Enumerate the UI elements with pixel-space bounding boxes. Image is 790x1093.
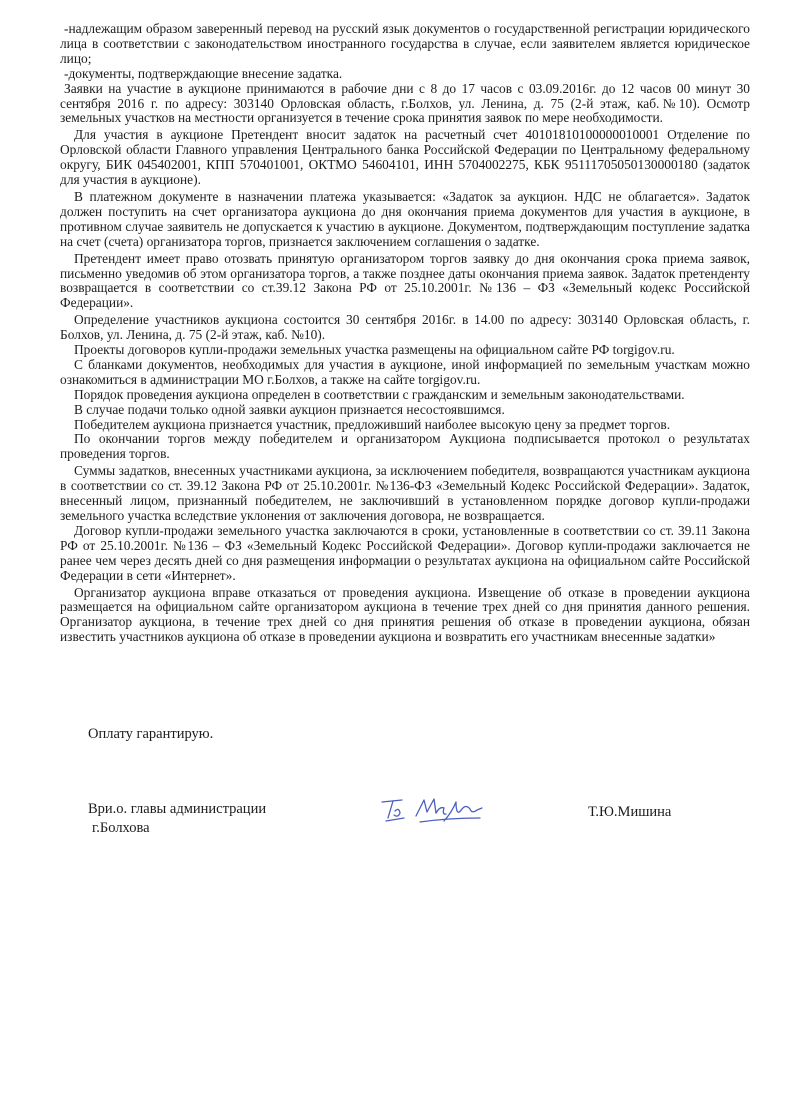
paragraph-application-withdrawal: Претендент имеет право отозвать принятую организатором торгов заявку до дня окончания срока приема заявок, письменно уведомив об этом организатора торгов, а также позднее даты окончания приема заявок. Задаток претенденту возвращается в соответствии со ст.39.12 Закона РФ от 25.10.2001г. №136 – ФЗ «Земельный кодекс Российской Федерации». (60, 250, 750, 311)
paragraph-sale-contract: Договор купли-продажи земельного участка заключаются в сроки, установленные в соответствии со ст. 39.11 Закона РФ от 25.10.2001г. №136 – ФЗ «Земельный Кодекс Российской Федерации». Договор купли-продажи заключается не ранее чем через десять дней со дня размещения информации о результатах аукциона на официальном сайте Российской Федерации в сети «Интернет». (60, 522, 750, 583)
signatory-title-line1: Ври.о. главы администрации (88, 801, 267, 817)
paragraph-auction-winner: Победителем аукциона признается участник, предложивший наиболее высокую цену за предмет торгов. (74, 416, 671, 432)
paragraph-auction-procedure: Порядок проведения аукциона определен в соответствии с гражданским и земельным законодательствами. (74, 386, 685, 402)
signatory-title-line2: г.Болхова (92, 820, 150, 836)
paragraph-deposit-refund: Суммы задатков, внесенных участниками аукциона, за исключением победителя, возвращаются участникам аукциона в соответствии со ст. 39.12 Закона РФ от 25.10.2001г. №136-ФЗ «Земельный Кодекс Российской Федерации». Задаток, внесенный лицом, признанный победителем, не заключивший в установленном порядке договор купли-продажи земельного участка вследствие уклонения от заключения договора, не возвращается. (60, 463, 750, 523)
paragraph-deposit-account: Для участия в аукционе Претендент вносит задаток на расчетный счет 40101810100000010001 Отделение по Орловской области Главного управления Центрального банка Российской Федерации по Центральному федеральному округу, БИК 045402001, КПП 570401001, ОКТМО 54604101, ИНН 5704002275, КБК 95111705050130000180 (задаток для участия в аукционе). (60, 127, 750, 188)
paragraph-auction-cancellation: Организатор аукциона вправе отказаться от проведения аукциона. Извещение об отказе в проведении аукциона размещается на официальном сайте организатором аукциона в течение трех дней со дня принятия данного решения. Организатор аукциона, в течение трех дней со дня принятия решения об отказе в проведении аукциона, обязан известить участников аукциона об отказе в проведении аукциона и возвратить его участникам внесенные задатки» (60, 584, 750, 645)
paragraph-results-protocol: По окончании торгов между победителем и организатором Аукциона подписывается протокол о результатах проведения торгов. (60, 431, 750, 462)
paragraph-application-acceptance: Заявки на участие в аукционе принимаются в рабочие дни с 8 до 17 часов с 03.09.2016г. до 12 часов 00 минут 30 сентября 2016 г. по адресу: 303140 Орловская область, г.Болхов, ул. Ленина, д. 75 (2-й этаж, каб.№10). Осмотр земельных участков на местности организуется в течение срока принятия заявок по мере необходимости. (60, 80, 750, 126)
document-body (60, 22, 750, 645)
paragraph-single-application: В случае подачи только одной заявки аукцион признается несостоявшимся. (74, 401, 505, 417)
payment-guarantee: Оплату гарантирую. (88, 726, 214, 742)
paragraph-deposit-documents: -документы, подтверждающие внесение задатка. (64, 65, 343, 81)
paragraph-payment-purpose: В платежном документе в назначении платежа указывается: «Задаток за аукцион. НДС не облагается». Задаток должен поступить на счет организатора аукциона до дня окончания приема документов для участия в аукционе, в противном случае заявитель не допускается к участию в аукционе. Документом, подтверждающим поступление задатка на счет (счета) организатора торгов, признается заключением соглашения о задатке. (60, 188, 750, 249)
paragraph-translation-requirement: -надлежащим образом заверенный перевод на русский язык документов о государственной регистрации юридического лица в соответствии с законодательством иностранного государства в случае, если заявителем является юридическое лицо; (60, 21, 750, 66)
paragraph-participant-determination: Определение участников аукциона состоится 30 сентября 2016г. в 14.00 по адресу: 303140 Орловская область, г. Болхов, ул. Ленина, д. 75 (2-й этаж, каб. №10). (60, 312, 750, 343)
handwritten-signature-icon (378, 788, 488, 828)
signatory-title (88, 800, 266, 838)
paragraph-contract-drafts: Проекты договоров купли-продажи земельных участка размещены на официальном сайте РФ torgigov.ru. (74, 342, 675, 358)
signatory-name: Т.Ю.Мишина (588, 804, 672, 820)
paragraph-document-forms: С бланками документов, необходимых для участия в аукционе, иной информацией по земельным участкам можно ознакомиться в администрации МО г.Болхов, а также на сайте torgigov.ru. (60, 356, 750, 387)
